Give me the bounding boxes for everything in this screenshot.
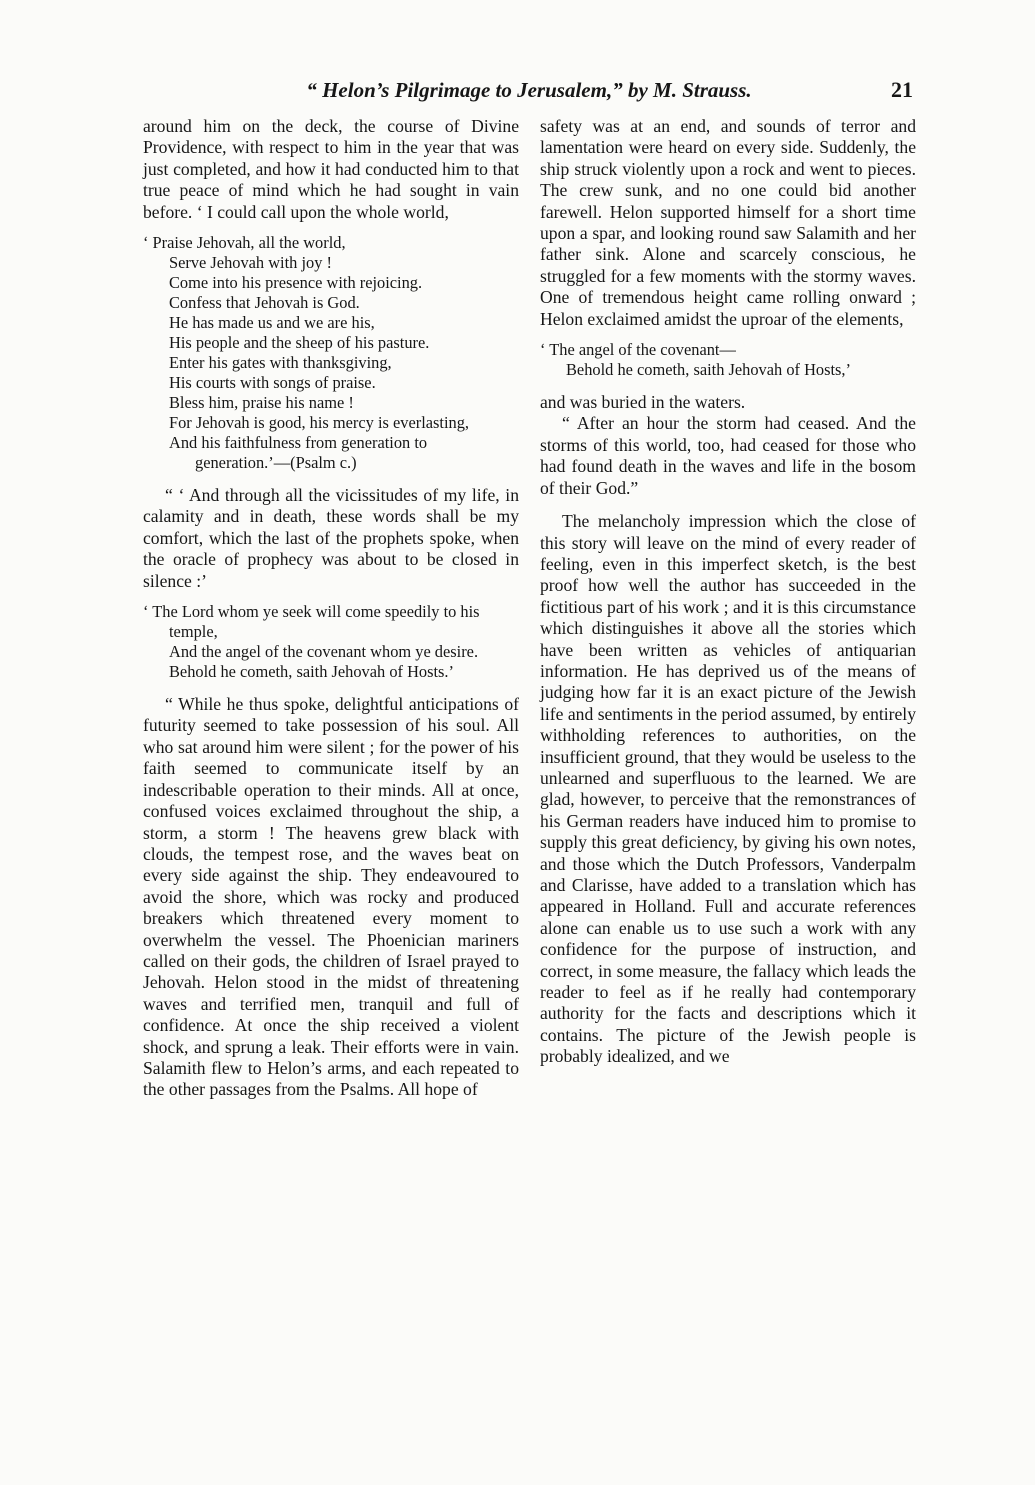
verse-line: Serve Jehovah with joy ! xyxy=(169,253,332,273)
verse-line: ‘ The Lord whom ye seek will come speedily to his temple, xyxy=(143,602,480,642)
psalm-quote xyxy=(143,233,519,473)
verse-line: ‘ The angel of the covenant— xyxy=(540,340,736,360)
paragraph: “ While he thus spoke, delightful anticipations of futurity seemed to take possession of his soul. All who sat around him were silent ; for the power of his faith seemed to communicate itself by an indescribable operation to their minds. All at once, confused voices exclaimed throughout the ship, a storm, a storm ! The heavens grew black with clouds, the tempest rose, and the waves beat on every side against the ship. They endeavoured to avoid the shore, which was rocky and produced breakers which threatened every moment to overwhelm the vessel. The Phoenician mariners called on their gods, the children of Israel prayed to Jehovah. Helon stood in the midst of threatening waves and terrified men, tranquil and full of confidence. At once the ship received a violent shock, and sprung a leak. Their efforts were in vain. Salamith flew to Helon’s arms, and each repeated to the other passages from the Psalms. All hope of xyxy=(143,694,519,1100)
paragraph: The melancholy impression which the close of this story will leave on the mind of every reader of feeling, even in this imperfect sketch, is the best proof how well the author has succeeded in the fictitious part of his work ; and it is this circumstance which distinguishes it above all the stories which have been written as vehicles of antiquarian information. He has deprived us of the means of judging how far it is an exact picture of the Jewish life and sentiments in the period assumed, by entirely withholding references to authorities, on the insufficient ground, that they would be useless to the unlearned and superfluous to the learned. We are glad, however, to perceive that the remonstrances of his German readers have induced him to promise to supply this great deficiency, by giving his own notes, and those which the Dutch Professors, Vanderpalm and Clarisse, have added to a translation which has appeared in Holland. Full and accurate references alone can enable us to use such a work with any confidence for the purpose of instruction, and correct, in some measure, the fallacy which leads the reader to feel as if he really had contemporary authority for the facts and descriptions which it contains. The picture of the Jewish people is probably idealized, and we xyxy=(540,511,916,1067)
verse-line: Come into his presence with rejoicing. xyxy=(169,273,423,293)
paragraph: safety was at an end, and sounds of terror and lamentation were heard on every side. Suddenly, the ship struck violently upon a rock and went to pieces. The crew sunk, and no one could bid another farewell. Helon supported himself for a short time upon a spar, and looking round saw Salamith and her father sink. Alone and scarcely conscious, he struggled for a few moments with the stormy waves. One of tremendous height came rolling onward ; Helon exclaimed amidst the uproar of the elements, xyxy=(540,116,916,329)
left-column xyxy=(143,116,519,1101)
verse-line: Confess that Jehovah is God. xyxy=(169,293,360,313)
paragraph: “ After an hour the storm had ceased. And the storms of this world, too, had ceased for those who had found death in the waves and life in the bosom of their God.” xyxy=(540,413,916,498)
verse-line: He has made us and we are his, xyxy=(169,313,375,333)
verse-line: Behold he cometh, saith Jehovah of Hosts.’ xyxy=(169,662,454,682)
verse-line: And the angel of the covenant whom ye desire. xyxy=(169,642,479,662)
running-title: “ Helon’s Pilgrimage to Jerusalem,” by M. Strauss. xyxy=(306,78,752,102)
page-number: 21 xyxy=(891,77,913,102)
verse-line: Behold he cometh, saith Jehovah of Hosts,’ xyxy=(566,360,851,380)
page-header xyxy=(145,72,913,108)
verse-line: Bless him, praise his name ! xyxy=(169,393,354,413)
malachi-quote xyxy=(143,602,519,682)
paragraph: “ ‘ And through all the vicissitudes of my life, in calamity and in death, these words shall be my comfort, which the last of the prophets spoke, when the oracle of prophecy was about to be closed in silence :’ xyxy=(143,485,519,591)
paragraph: around him on the deck, the course of Divine Providence, with respect to him in the year that was just completed, and how it had conducted him to that true peace of mind which he had sought in vain before. ‘ I could call upon the whole world, xyxy=(143,116,519,222)
verse-line: Enter his gates with thanksgiving, xyxy=(169,353,392,373)
verse-line: And his faithfulness from generation to generation.’—(Psalm c.) xyxy=(169,433,428,473)
covenant-quote xyxy=(540,340,916,380)
verse-line: ‘ Praise Jehovah, all the world, xyxy=(143,233,346,253)
verse-line: His people and the sheep of his pasture. xyxy=(169,333,430,353)
right-column xyxy=(540,116,916,1068)
verse-line: His courts with songs of praise. xyxy=(169,373,376,393)
paragraph: and was buried in the waters. xyxy=(540,392,746,413)
verse-line: For Jehovah is good, his mercy is everlasting, xyxy=(169,413,469,433)
